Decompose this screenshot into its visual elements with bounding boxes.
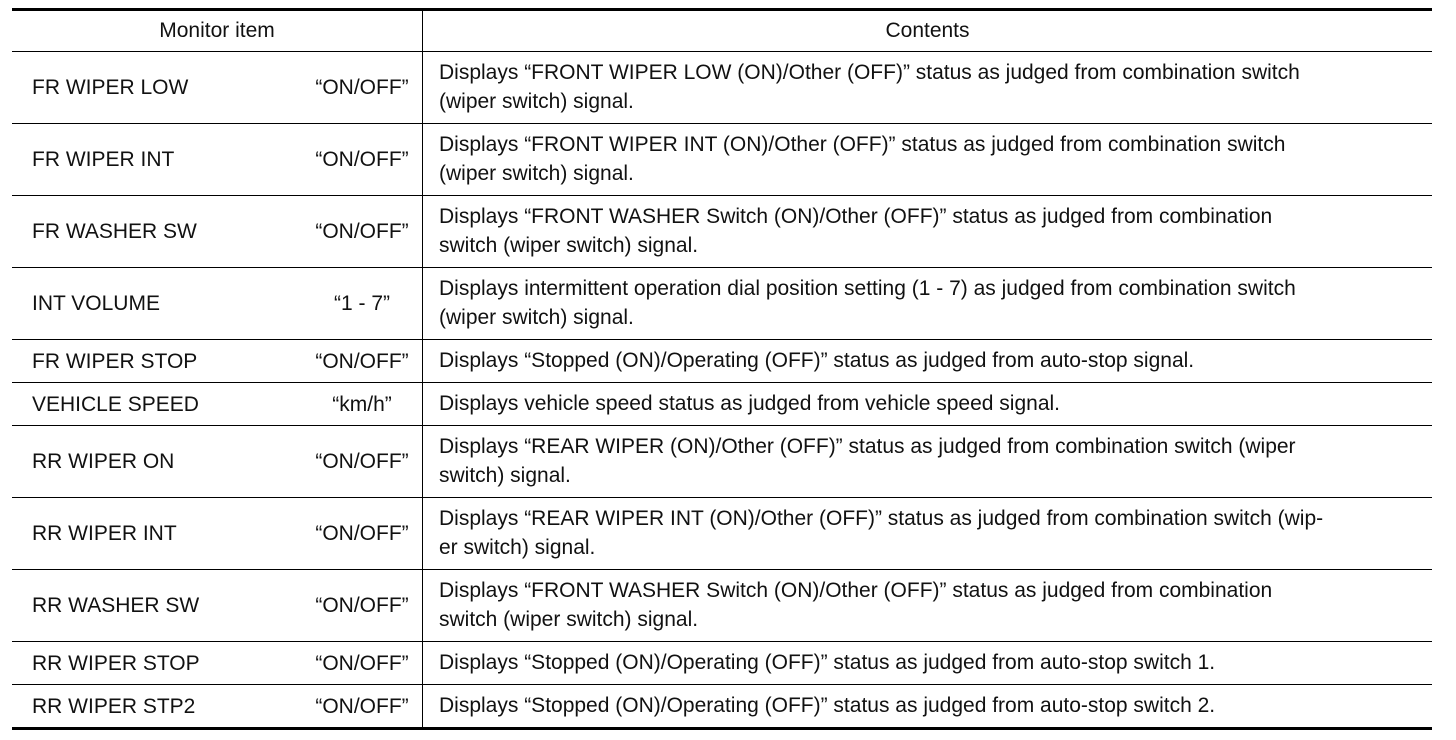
monitor-item-description: Displays “REAR WIPER (ON)/Other (OFF)” status as judged from combination switch (wiper switch) signal. bbox=[439, 435, 1296, 487]
table-row bbox=[12, 684, 1432, 727]
table-row bbox=[12, 123, 1432, 195]
monitor-item-unit: “ON/OFF” bbox=[315, 594, 409, 617]
table-row bbox=[12, 51, 1432, 123]
monitor-item-description: Displays “FRONT WIPER LOW (ON)/Other (OFF)” status as judged from combination switch (wiper switch) signal. bbox=[439, 61, 1300, 113]
table-row bbox=[12, 382, 1432, 425]
monitor-item-name: RR WIPER STOP bbox=[32, 651, 200, 675]
table-row bbox=[12, 641, 1432, 684]
table-row bbox=[12, 497, 1432, 569]
monitor-item-description: Displays “FRONT WIPER INT (ON)/Other (OFF)” status as judged from combination switch (wiper switch) signal. bbox=[439, 133, 1286, 185]
monitor-item-unit: “1 - 7” bbox=[333, 292, 390, 315]
monitor-item-name: FR WIPER INT bbox=[32, 148, 175, 171]
table-row bbox=[12, 339, 1432, 382]
monitor-item-description: Displays “FRONT WASHER Switch (ON)/Other (OFF)” status as judged from combination switch (wiper switch) signal. bbox=[439, 205, 1273, 257]
table-row bbox=[12, 569, 1432, 641]
monitor-item-name: INT VOLUME bbox=[32, 292, 160, 315]
header-monitor-item: Monitor item bbox=[159, 19, 275, 42]
monitor-item-unit: “ON/OFF” bbox=[315, 220, 409, 243]
monitor-item-description: Displays intermittent operation dial position setting (1 - 7) as judged from combination switch (wiper switch) signal. bbox=[439, 277, 1296, 329]
table-row bbox=[12, 195, 1432, 267]
table-bottom-rule bbox=[12, 727, 1432, 730]
monitor-item-name: FR WIPER STOP bbox=[32, 349, 198, 373]
monitor-item-unit: “ON/OFF” bbox=[315, 450, 409, 473]
monitor-item-unit: “ON/OFF” bbox=[315, 76, 409, 99]
monitor-item-name: VEHICLE SPEED bbox=[32, 392, 199, 416]
monitor-item-description: Displays “Stopped (ON)/Operating (OFF)” status as judged from auto-stop switch 2. bbox=[439, 694, 1216, 717]
table-row bbox=[12, 425, 1432, 497]
monitor-item-description: Displays vehicle speed status as judged from vehicle speed signal. bbox=[439, 392, 1061, 415]
monitor-item-description: Displays “REAR WIPER INT (ON)/Other (OFF)” status as judged from combination switch (wip- er switch) signal. bbox=[439, 507, 1324, 559]
table-row bbox=[12, 267, 1432, 339]
monitor-item-name: FR WIPER LOW bbox=[32, 76, 189, 99]
monitor-item-unit: “ON/OFF” bbox=[315, 651, 409, 675]
monitor-item-unit: “ON/OFF” bbox=[315, 148, 409, 171]
monitor-item-table bbox=[12, 8, 1432, 730]
monitor-item-description: Displays “Stopped (ON)/Operating (OFF)” status as judged from auto-stop signal. bbox=[439, 349, 1195, 372]
monitor-item-unit: “ON/OFF” bbox=[315, 694, 409, 718]
monitor-item-name: RR WIPER INT bbox=[32, 522, 177, 545]
monitor-item-name: RR WASHER SW bbox=[32, 594, 200, 617]
monitor-item-unit: “ON/OFF” bbox=[315, 349, 409, 373]
monitor-item-description: Displays “Stopped (ON)/Operating (OFF)” status as judged from auto-stop switch 1. bbox=[439, 651, 1216, 674]
header-contents: Contents bbox=[885, 19, 970, 42]
monitor-item-name: RR WIPER ON bbox=[32, 450, 175, 473]
monitor-item-unit: “ON/OFF” bbox=[315, 522, 409, 545]
monitor-item-description: Displays “FRONT WASHER Switch (ON)/Other (OFF)” status as judged from combination switch (wiper switch) signal. bbox=[439, 579, 1273, 631]
monitor-item-name: RR WIPER STP2 bbox=[32, 694, 196, 718]
monitor-item-unit: “km/h” bbox=[332, 392, 392, 416]
monitor-item-name: FR WASHER SW bbox=[32, 220, 197, 243]
